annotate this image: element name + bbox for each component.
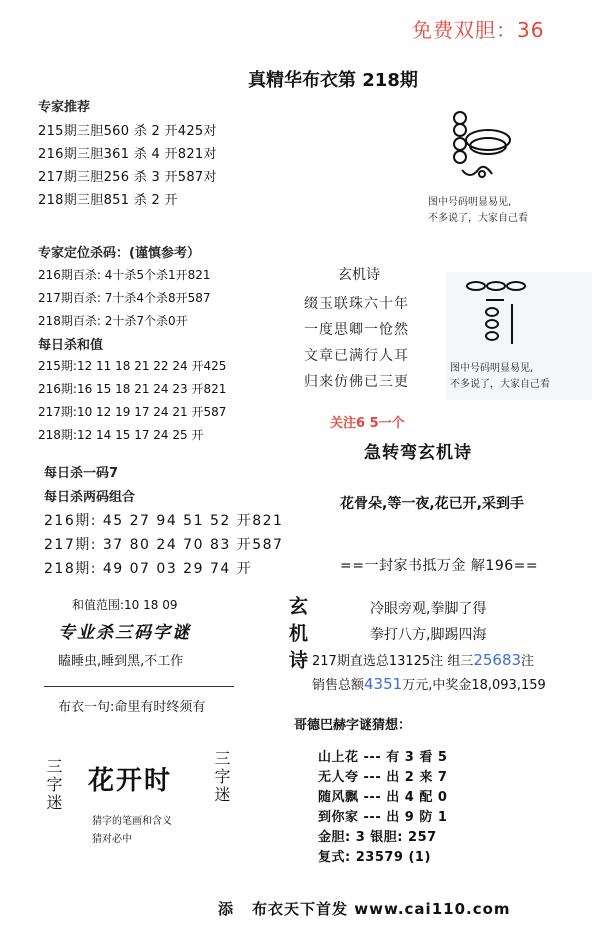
picture-caption: 图中号码明显易见, — [428, 197, 512, 208]
page-title: 真精华布衣第 218期 — [248, 70, 418, 91]
divider — [44, 686, 234, 687]
sharp-turn-heading: 急转弯玄机诗 — [364, 443, 472, 463]
goldbach-line: 山上花 --- 有 3 看 5 — [318, 750, 448, 765]
stats-label: 注 — [521, 654, 535, 669]
stats-label: 销售总额 — [312, 678, 365, 693]
riddle-side-left: 三字迷 — [44, 758, 63, 812]
sum-range: 和值范围:10 18 09 — [72, 598, 178, 612]
footer-icon: 添 — [218, 900, 234, 918]
sharp-turn-text: 花骨朵,等一夜,花已开,采到手 — [340, 496, 524, 512]
daily-kill-one: 每日杀一码7 — [44, 466, 119, 481]
daily-kill-two-heading: 每日杀两码组合 — [44, 490, 136, 505]
goldbach-line: 到你家 --- 出 9 防 1 — [318, 810, 448, 825]
position-kill-line: 218期百杀: 2十杀7个杀0开 — [38, 314, 188, 328]
stats-label: 万元,中奖金18,093,159 — [402, 678, 546, 693]
number-picture-2 — [446, 272, 592, 400]
stats-value: 13125 — [388, 654, 431, 669]
picture-caption: 图中号码明显易见, — [450, 363, 534, 374]
position-kill-heading: 专家定位杀码：(谨慎参考） — [38, 246, 200, 261]
stats-value-highlight: 4351 — [364, 675, 403, 693]
daily-kill-line: 217期: 37 80 24 70 83 开587 — [44, 537, 284, 553]
sum-kill-line: 218期:12 14 15 17 24 25 开 — [38, 428, 204, 442]
riddle-side-right: 三字迷 — [212, 750, 231, 804]
sum-kill-line: 215期:12 11 18 21 22 24 开425 — [38, 359, 227, 373]
expert-line: 216期三胆361 杀 4 开821对 — [38, 147, 217, 162]
riddle-hint: 猜对必中 — [92, 834, 132, 845]
poem-line: 归来仿佛已三更 — [304, 374, 409, 390]
xuanji-side: 玄机诗 — [286, 596, 308, 677]
number-picture-art — [422, 100, 592, 200]
stats-line-1 — [312, 650, 534, 669]
sum-kill-line: 216期:16 15 18 21 24 23 开821 — [38, 382, 227, 396]
pro-three-text: 瞌睡虫,睡到黑,不工作 — [58, 654, 184, 669]
stats-label: 217期直选总 — [312, 654, 389, 669]
riddle-hint: 猜字的笔画和含义 — [92, 816, 172, 827]
expert-line: 215期三胆560 杀 2 开425对 — [38, 124, 217, 139]
goldbach-line: 随风飘 --- 出 4 配 0 — [318, 790, 448, 805]
sum-kill-heading: 每日杀和值 — [38, 338, 104, 353]
expert-line: 218期三胆851 杀 2 开 — [38, 193, 178, 208]
number-picture-art — [446, 272, 592, 352]
goldbach-line: 复式: 23579 (1) — [318, 850, 431, 865]
goldbach-heading: 哥德巴赫字谜猜想： — [294, 718, 412, 733]
goldbach-line: 金胆: 3 银胆: 257 — [318, 830, 437, 845]
goldbach-line: 无人夸 --- 出 2 来 7 — [318, 770, 448, 785]
pro-three-heading: 专业杀三码字谜 — [58, 623, 191, 643]
picture-caption: 不多说了，大家自己看 — [428, 213, 528, 224]
expert-line: 217期三胆256 杀 3 开587对 — [38, 170, 217, 185]
number-picture-1 — [422, 100, 592, 230]
expert-heading: 专家推荐 — [38, 100, 91, 115]
follow-note: 关注6 5一个 — [330, 416, 405, 431]
xuanji-line: 拳打八方,脚踢四海 — [370, 627, 487, 643]
position-kill-line: 216期百杀: 4十杀5个杀1开821 — [38, 268, 211, 282]
daily-kill-line: 218期: 49 07 03 29 74 开 — [44, 561, 253, 577]
daily-kill-line: 216期: 45 27 94 51 52 开821 — [44, 513, 284, 529]
footer-link[interactable]: 布衣天下首发 www.cai110.com — [252, 900, 511, 918]
buyi-sentence: 布衣一句:命里有时终须有 — [58, 700, 206, 715]
poem-line: 文章已满行人耳 — [304, 348, 409, 364]
free-double-dan-badge: 免费双胆：36 — [412, 18, 545, 42]
letter-line: ==一封家书抵万金 解196== — [340, 558, 539, 574]
riddle-main: 花开时 — [88, 766, 173, 796]
sum-kill-line: 217期:10 12 19 17 24 21 开587 — [38, 405, 227, 419]
poem-line: 缀玉联珠六十年 — [304, 296, 409, 312]
poem-line: 一度思卿一怆然 — [304, 322, 409, 338]
xuanji-line: 冷眼旁观,拳脚了得 — [370, 601, 487, 617]
position-kill-line: 217期百杀: 7十杀4个杀8开587 — [38, 291, 211, 305]
stats-value-highlight: 25683 — [473, 651, 522, 669]
mystic-poem-heading: 玄机诗 — [338, 267, 380, 283]
picture-caption: 不多说了，大家自己看 — [450, 379, 550, 390]
stats-label: 注 组三 — [430, 654, 474, 669]
stats-line-2 — [312, 674, 546, 693]
